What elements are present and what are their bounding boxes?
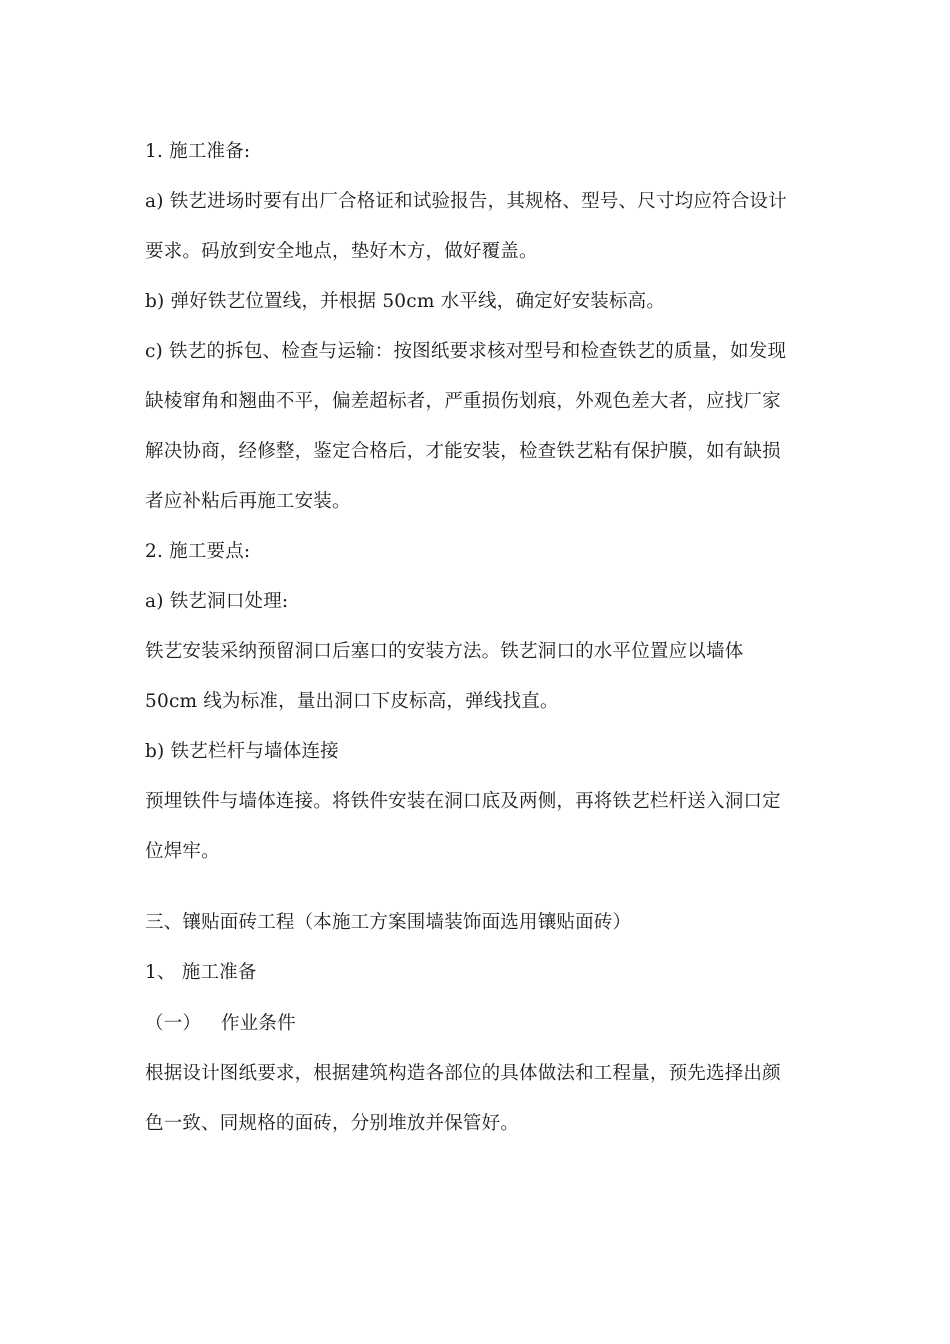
section-heading: 1. 施工准备: — [145, 141, 251, 162]
paragraph-line: 色一致、同规格的面砖，分别堆放并保管好。 — [145, 1113, 520, 1134]
paragraph-line: 铁艺安装采纳预留洞口后塞口的安装方法。铁艺洞口的水平位置应以墙体 — [145, 641, 744, 662]
paragraph-line: 缺棱窜角和翘曲不平，偏差超标者，严重损伤划痕，外观色差大者，应找厂家 — [145, 391, 781, 412]
paragraph-line: 50cm 线为标准，量出洞口下皮标高，弹线找直。 — [145, 691, 559, 712]
paragraph-line: c) 铁艺的拆包、检查与运输：按图纸要求核对型号和检查铁艺的质量，如发现 — [145, 341, 787, 362]
section-heading: 1、 施工准备 — [145, 962, 257, 983]
paragraph-line: a) 铁艺进场时要有出厂合格证和试验报告，其规格、型号、尺寸均应符合设计 — [145, 191, 787, 212]
subsection-number: （一） — [145, 1013, 202, 1034]
paragraph-line: 解决协商，经修整，鉴定合格后，才能安装，检查铁艺粘有保护膜，如有缺损 — [145, 441, 781, 462]
subsection-heading — [145, 1011, 815, 1037]
paragraph-line: 预埋铁件与墙体连接。将铁件安装在洞口底及两侧，再将铁艺栏杆送入洞口定 — [145, 791, 781, 812]
section-heading: 2. 施工要点: — [145, 541, 251, 562]
chapter-heading: 三、镶贴面砖工程（本施工方案围墙装饰面选用镶贴面砖） — [145, 912, 632, 933]
paragraph-line: 根据设计图纸要求，根据建筑构造各部位的具体做法和工程量，预先选择出颜 — [145, 1063, 781, 1084]
paragraph-line: 要求。码放到安全地点，垫好木方，做好覆盖。 — [145, 241, 538, 262]
subsection-heading: b) 铁艺栏杆与墙体连接 — [145, 741, 339, 762]
paragraph-line: b) 弹好铁艺位置线，并根据 50cm 水平线，确定好安装标高。 — [145, 291, 666, 312]
subsection-title: 作业条件 — [221, 1013, 296, 1034]
subsection-heading: a) 铁艺洞口处理: — [145, 591, 289, 612]
paragraph-line: 者应补粘后再施工安装。 — [145, 491, 351, 512]
paragraph-line: 位焊牢。 — [145, 841, 220, 862]
